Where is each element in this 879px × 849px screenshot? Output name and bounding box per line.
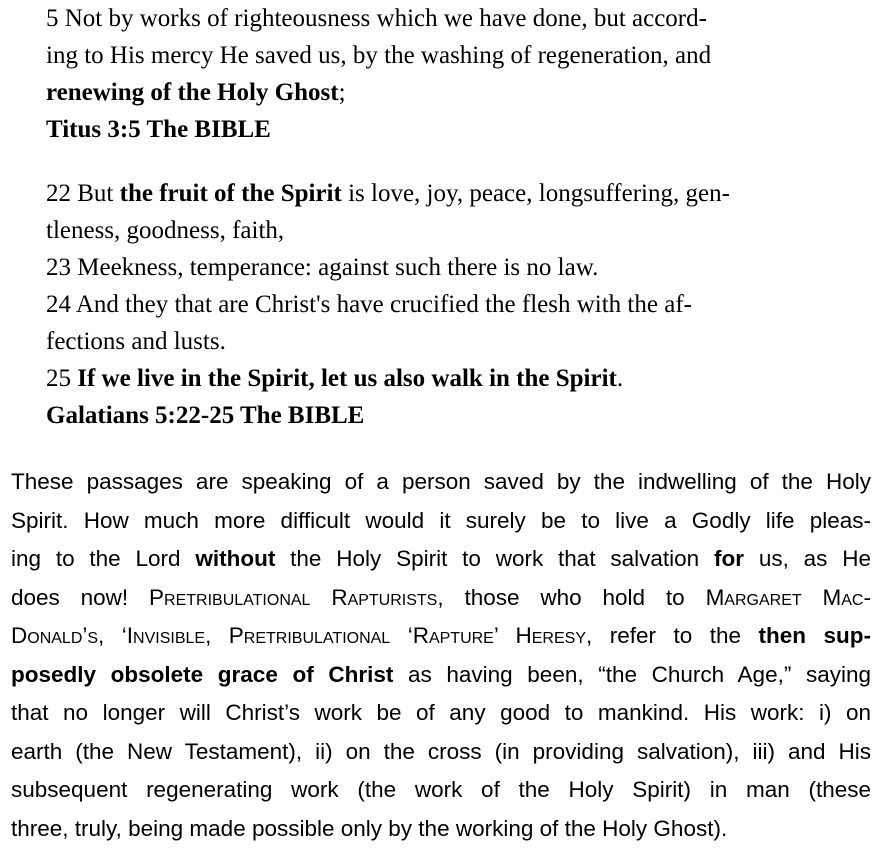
scripture-reference: Galatians 5:22-25 The BIBLE [46,402,365,429]
scripture-reference: Titus 3:5 The BIBLE [46,116,271,143]
galatians-quote-block [46,175,836,434]
small-caps-text: Pretribulational Rapturists [149,584,438,610]
paragraph-text: , ‘ [98,623,127,648]
verse-line: 5 Not by works of righteousness which we have done, but accord- [46,5,707,32]
paragraph-text: ’ [493,623,516,648]
verse-line: ing to His mercy He saved us, by the washing of regeneration, and [46,42,712,69]
paragraph-text: , those who hold to [437,584,706,610]
paragraph-line: that no longer will Christ’s work be of any good to mankind. His work: i) on [11,700,871,725]
paragraph-line: Spirit. How much more difficult would it surely be to live a Godly life pleas- [11,507,871,533]
paragraph-line [11,617,871,656]
paragraph-text: us, as He [744,546,871,571]
paragraph-text: the Holy Spirit to work that salvation [275,546,715,571]
titus-quote-block [46,0,836,148]
paragraph-text: does now! [11,584,150,610]
emphasis-text: renewing of the Holy Ghost [46,79,339,106]
small-caps-text: Margaret Mac- [705,584,871,610]
verse-text: ; [338,79,346,106]
verse-line [46,74,836,111]
paragraph-text: , refer to the [586,623,759,648]
verse-line: fections and lusts. [46,328,226,355]
emphasis-text: If we live in the Spirit, let us also walk in the Spirit [77,365,617,392]
commentary-paragraph [11,463,871,848]
emphasis-text: posedly obsolete grace of Christ [11,661,394,687]
small-caps-text: Invisible, Pretribulational [126,623,391,648]
verse-line [46,175,836,212]
verse-line: 24 And they that are Christ's have crucified the flesh with the af- [46,291,692,318]
verse-text: . [616,365,624,392]
emphasis-text: for [714,546,745,571]
paragraph-line: These passages are speaking of a person saved by the indwelling of the Holy [11,469,871,494]
paragraph-line [11,540,871,579]
small-caps-text: Rapture [412,623,494,648]
emphasis-text: without [195,546,276,571]
paragraph-line [11,656,871,695]
paragraph-line: subsequent regenerating work (the work of the Holy Spirit) in man (these [11,777,871,802]
verse-line: 23 Meekness, temperance: against such there is no law. [46,254,599,281]
verse-text: is love, joy, peace, longsuffering, gen- [341,180,730,207]
paragraph-text: as having been, “the Church Age,” saying [393,661,871,687]
paragraph-line: three, truly, being made possible only by the working of the Holy Ghost). [11,815,728,841]
emphasis-text: then sup- [758,623,871,648]
paragraph-line: earth (the New Testament), ii) on the cross (in providing salvation), iii) and His [11,738,871,764]
small-caps-text: Heresy [515,623,587,648]
paragraph-text: ‘ [390,623,413,648]
emphasis-text: the fruit of the Spirit [119,180,342,207]
paragraph-line [11,579,871,618]
small-caps-text: Donald’s [11,623,99,648]
verse-text: 22 But [46,180,120,207]
verse-line [46,360,836,397]
verse-text: 25 [46,365,78,392]
verse-line: tleness, goodness, faith, [46,217,285,244]
paragraph-text: ing to the Lord [11,546,196,571]
